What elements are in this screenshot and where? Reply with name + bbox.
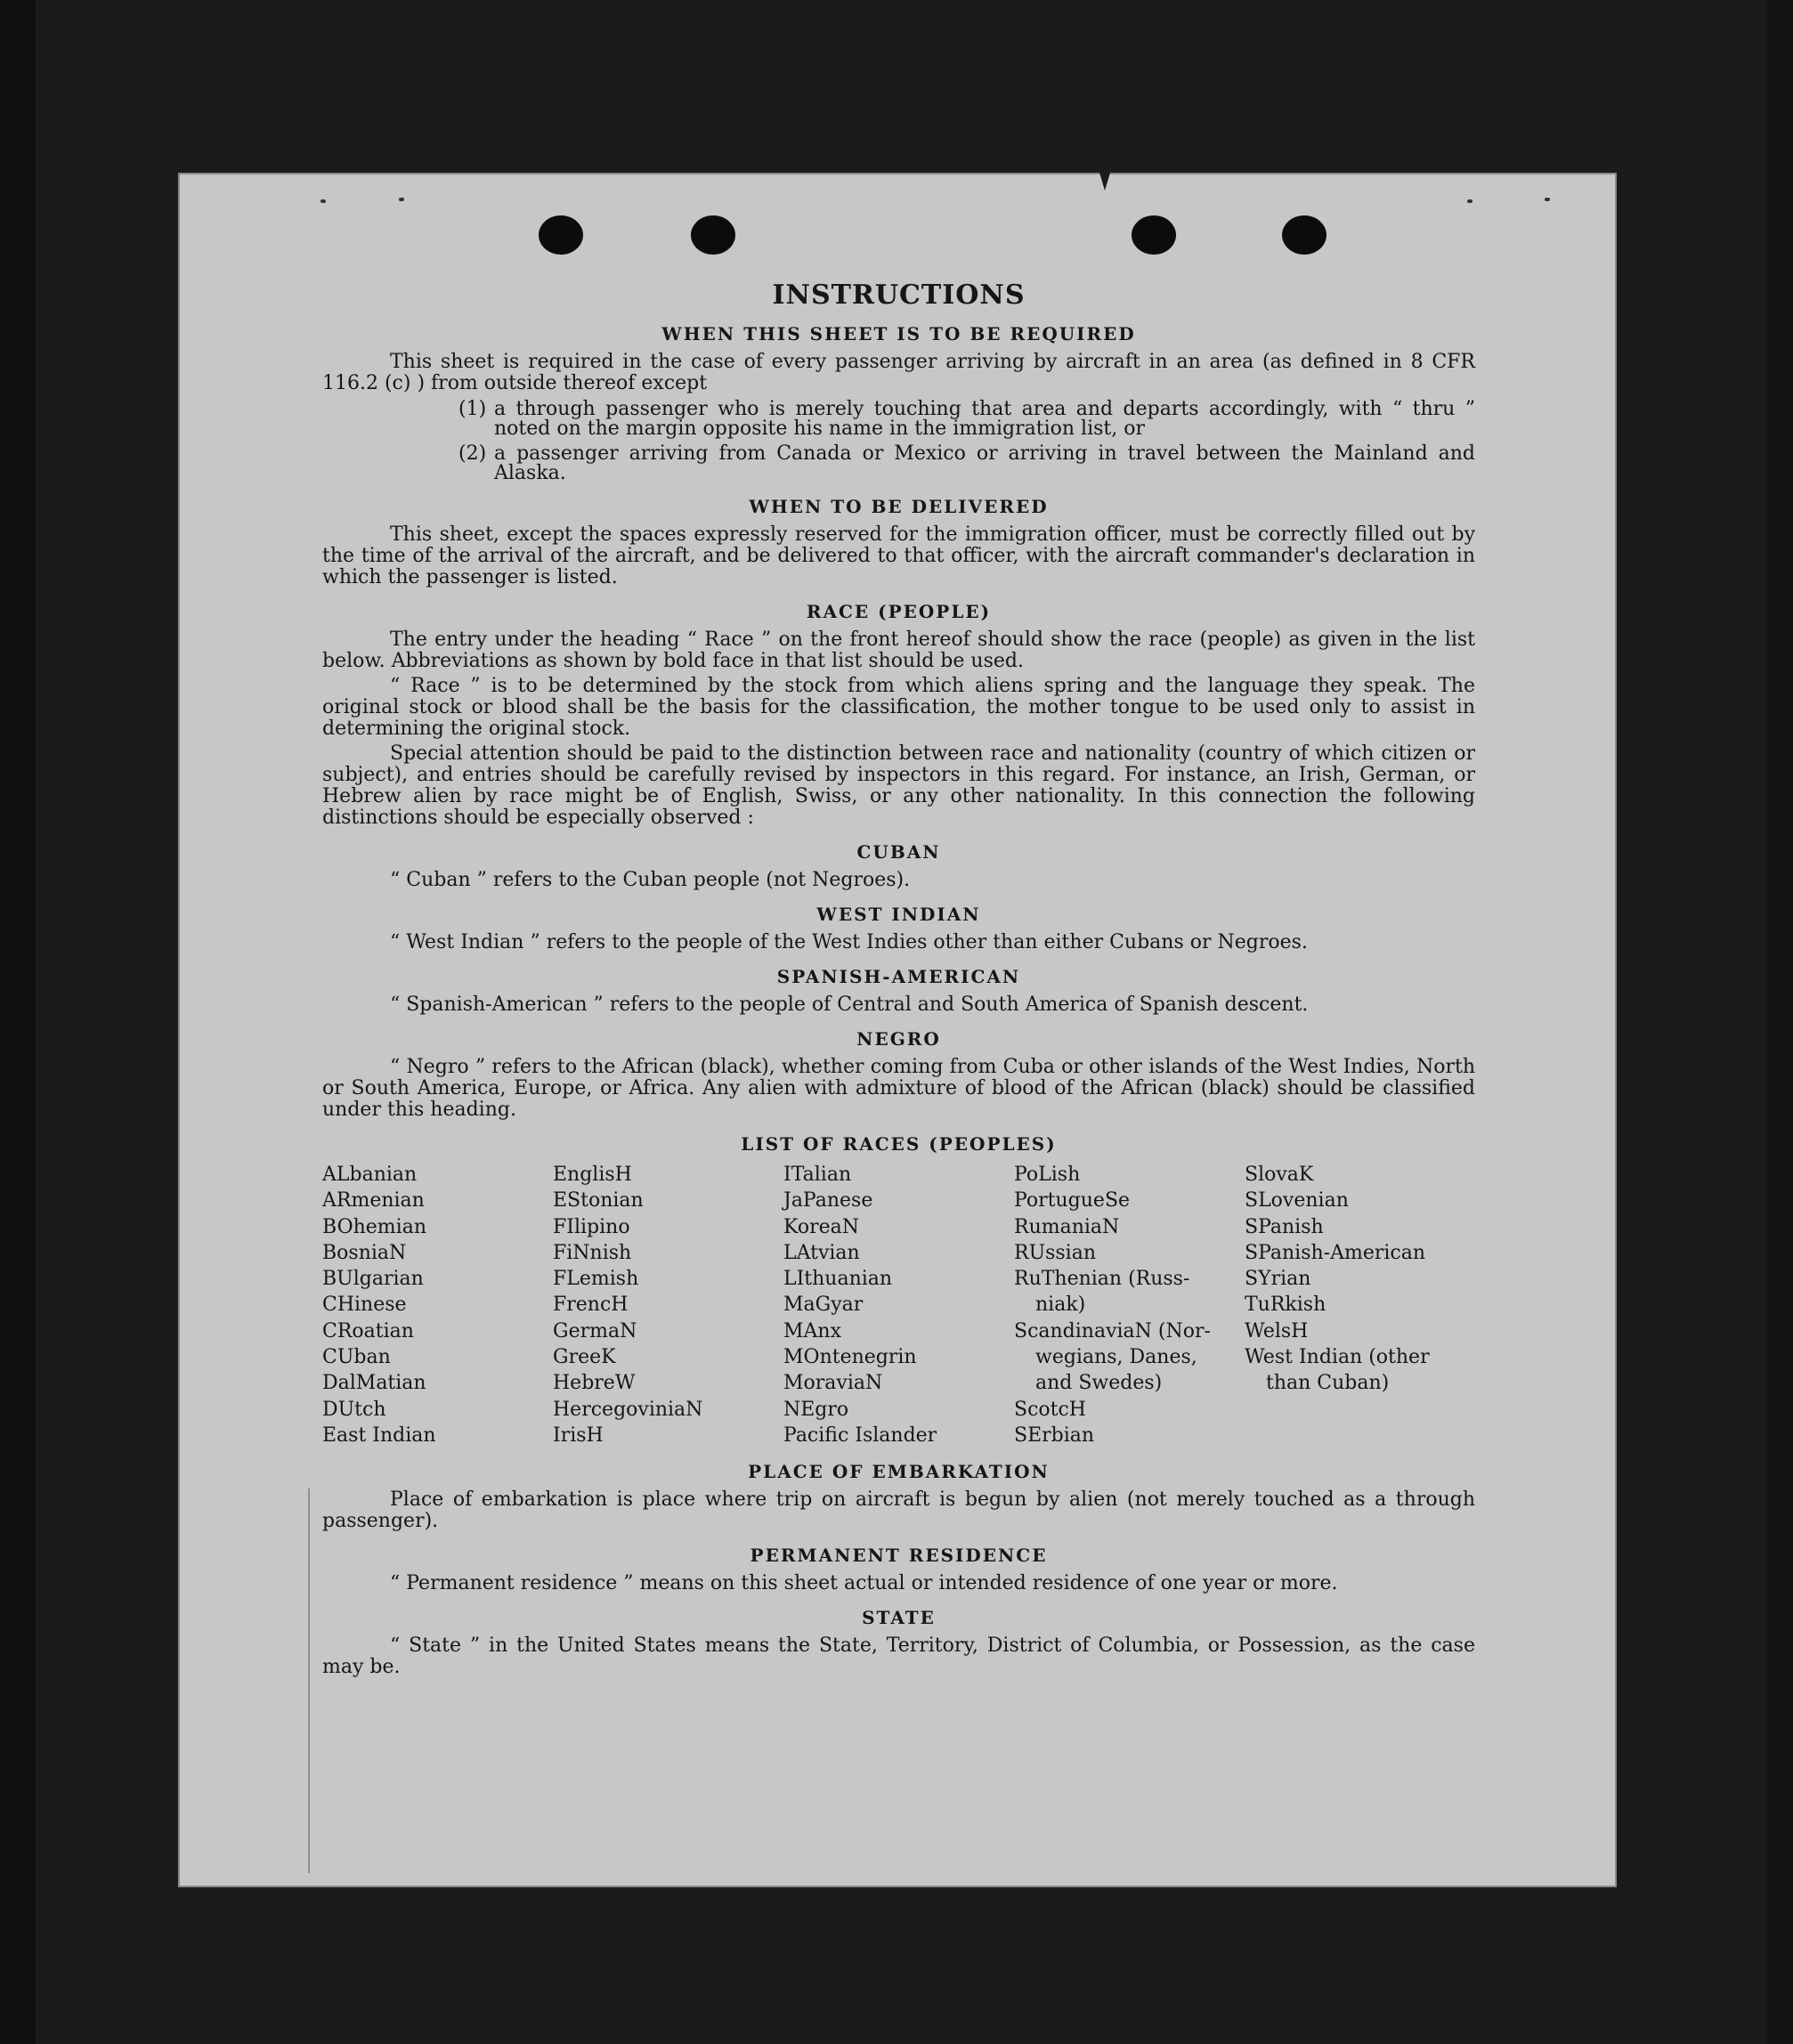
- item-number: (1): [458, 398, 487, 420]
- heading-embarkation: PLACE OF EMBARKATION: [748, 1461, 1050, 1483]
- race-entry: SPanish: [1245, 1215, 1324, 1238]
- punch-hole: [1132, 215, 1176, 255]
- scan-border-right: [1766, 0, 1793, 2044]
- punch-hole: [1282, 215, 1326, 255]
- race-entry: BOhemian: [322, 1215, 426, 1238]
- race-entry: SPanish-American: [1245, 1241, 1426, 1264]
- race-entry: ALbanian: [322, 1164, 418, 1186]
- item-number: (2): [458, 442, 487, 465]
- race-entry: BUlgarian: [322, 1268, 424, 1291]
- race-entry: ITalian: [783, 1164, 852, 1186]
- race-entry: GermaN: [553, 1319, 637, 1342]
- speck: [1467, 199, 1473, 203]
- race-entry: FiNnish: [553, 1241, 632, 1264]
- instructions-content: [322, 280, 1475, 1682]
- races-table: [322, 1162, 1475, 1448]
- race-entry: DUtch: [322, 1398, 386, 1421]
- race-entry: PoLish: [1014, 1164, 1081, 1186]
- spanish-american-text: “ Spanish-American ” refers to the people of Central and South America of Spanish descent.: [390, 994, 1309, 1016]
- exception-item: [458, 444, 1475, 483]
- heading-permanent-residence: PERMANENT RESIDENCE: [750, 1545, 1048, 1567]
- west-indian-text: “ West Indian ” refers to the people of the West Indies other than either Cubans or Negroes.: [390, 931, 1308, 953]
- embarkation-text: Place of embarkation is place where trip on aircraft is begun by alien (not merely touched as a through passenger).: [322, 1488, 1475, 1533]
- race-entry: SErbian: [1014, 1424, 1095, 1447]
- race-entry: EnglisH: [553, 1164, 632, 1186]
- race-entry: PortugueSe: [1014, 1189, 1131, 1213]
- race-entry: HebreW: [553, 1372, 636, 1395]
- race-entry: FrencH: [553, 1294, 629, 1317]
- exception-item: [458, 400, 1475, 439]
- heading-list-of-races: LIST OF RACES (PEOPLES): [741, 1133, 1057, 1155]
- heading-when-required: WHEN THIS SHEET IS TO BE REQUIRED: [661, 323, 1136, 345]
- heading-negro: NEGRO: [856, 1028, 941, 1050]
- when-delivered-text: This sheet, except the spaces expressly reserved for the immigration officer, must be correctly filled out by the time of the arrival of the aircraft, and be delivered to that officer, with the aircraft commander's declaration in which the passenger is listed.: [322, 523, 1475, 588]
- race-entry: MAnx: [783, 1319, 841, 1342]
- cuban-text: “ Cuban ” refers to the Cuban people (not Negroes).: [390, 869, 911, 891]
- race-entry: RumaniaN: [1014, 1215, 1120, 1238]
- race-entry: SlovaK: [1245, 1164, 1314, 1186]
- race-entry: MoraviaN: [783, 1372, 883, 1395]
- scan-border-left: [0, 0, 36, 2044]
- heading-race: RACE (PEOPLE): [806, 601, 992, 622]
- race-entry: CHinese: [322, 1294, 407, 1317]
- heading-west-indian: WEST INDIAN: [816, 904, 981, 925]
- races-column: [553, 1162, 783, 1448]
- document-sheet: [178, 173, 1617, 1887]
- race-entry: KoreaN: [783, 1215, 859, 1238]
- race-entry-continuation: niak): [1035, 1294, 1086, 1317]
- race-entry: East Indian: [322, 1424, 436, 1447]
- race-entry: BosniaN: [322, 1241, 407, 1264]
- race-entry: FLemish: [553, 1268, 639, 1291]
- race-entry: DalMatian: [322, 1372, 426, 1395]
- negro-text: “ Negro ” refers to the African (black), whether coming from Cuba or other islands of the West Indies, North or South America, Europe, or Africa. Any alien with admixture of blood of the African (black) should be classified under this heading.: [322, 1056, 1475, 1121]
- race-entry: ScotcH: [1014, 1398, 1086, 1421]
- race-entry: EStonian: [553, 1189, 644, 1213]
- race-entry-continuation: and Swedes): [1035, 1372, 1163, 1395]
- race-entry-continuation: than Cuban): [1266, 1372, 1390, 1395]
- heading-spanish-american: SPANISH-AMERICAN: [776, 966, 1021, 987]
- race-entry: RuThenian (Russ-: [1014, 1268, 1190, 1291]
- when-required-intro: This sheet is required in the case of every passenger arriving by aircraft in an area (as defined in 8 CFR 116.2 (c) ) from outside thereof except: [322, 351, 1475, 394]
- speck: [1545, 198, 1550, 201]
- page-title: INSTRUCTIONS: [772, 280, 1026, 311]
- item-text: a passenger arriving from Canada or Mexico or arriving in travel between the Mainland and Alaska.: [494, 442, 1475, 484]
- race-entry: SYrian: [1245, 1268, 1311, 1291]
- punch-hole: [539, 215, 583, 255]
- race-entry: SLovenian: [1245, 1189, 1349, 1213]
- punch-hole: [691, 215, 735, 255]
- race-entry: ARmenian: [322, 1189, 425, 1213]
- race-entry: TuRkish: [1245, 1294, 1326, 1317]
- race-paragraph-3: Special attention should be paid to the distinction between race and nationality (country of which citizen or subject), and entries should be carefully revised by inspectors in this regard. For instance, an Irish, German, or Hebrew alien by race might be of English, Swiss, or any other nationality. In this connection the following distinctions should be especially observed :: [322, 742, 1475, 829]
- race-entry: Pacific Islander: [783, 1424, 937, 1447]
- race-entry: IrisH: [553, 1424, 604, 1447]
- race-entry: NEgro: [783, 1398, 849, 1421]
- heading-state: STATE: [862, 1607, 936, 1629]
- race-paragraph-1: The entry under the heading “ Race ” on the front hereof should show the race (people) as given in the list below. Abbreviations as shown by bold face in that list should be used.: [322, 629, 1475, 672]
- race-entry: CUban: [322, 1346, 391, 1369]
- margin-rule: [308, 1488, 310, 1873]
- state-text: “ State ” in the United States means the State, Territory, District of Columbia, or Possession, as the case may be.: [322, 1634, 1475, 1679]
- race-entry: LAtvian: [783, 1241, 860, 1264]
- race-entry: LIthuanian: [783, 1268, 893, 1291]
- race-entry: JaPanese: [783, 1189, 873, 1213]
- permanent-residence-text: “ Permanent residence ” means on this sheet actual or intended residence of one year or more.: [390, 1572, 1338, 1595]
- race-entry: GreeK: [553, 1346, 616, 1369]
- speck: [399, 198, 404, 201]
- race-entry-continuation: wegians, Danes,: [1035, 1346, 1197, 1369]
- race-entry: HercegoviniaN: [553, 1398, 703, 1421]
- race-entry: RUssian: [1014, 1241, 1097, 1264]
- heading-when-delivered: WHEN TO BE DELIVERED: [749, 496, 1049, 517]
- race-entry: MOntenegrin: [783, 1346, 917, 1369]
- race-paragraph-2: “ Race ” is to be determined by the stock from which aliens spring and the language they speak. The original stock or blood shall be the basis for the classification, the mother tongue to be used only to assist in determining the original stock.: [322, 675, 1475, 740]
- heading-cuban: CUBAN: [856, 841, 941, 863]
- race-entry: FIlipino: [553, 1215, 630, 1238]
- races-column: [1245, 1162, 1475, 1448]
- race-entry: CRoatian: [322, 1319, 414, 1342]
- race-entry: ScandinaviaN (Nor-: [1014, 1319, 1211, 1342]
- sheet-notch: [1099, 173, 1110, 191]
- race-entry: WelsH: [1245, 1319, 1309, 1342]
- item-text: a through passenger who is merely touching that area and departs accordingly, with “ thru ” noted on the margin opposite his name in the immigration list, or: [494, 398, 1475, 440]
- races-column: [783, 1162, 1014, 1448]
- races-column: [1014, 1162, 1245, 1448]
- races-column: [322, 1162, 553, 1448]
- race-entry: West Indian (other: [1245, 1346, 1430, 1369]
- race-entry: MaGyar: [783, 1294, 864, 1317]
- speck: [320, 199, 326, 203]
